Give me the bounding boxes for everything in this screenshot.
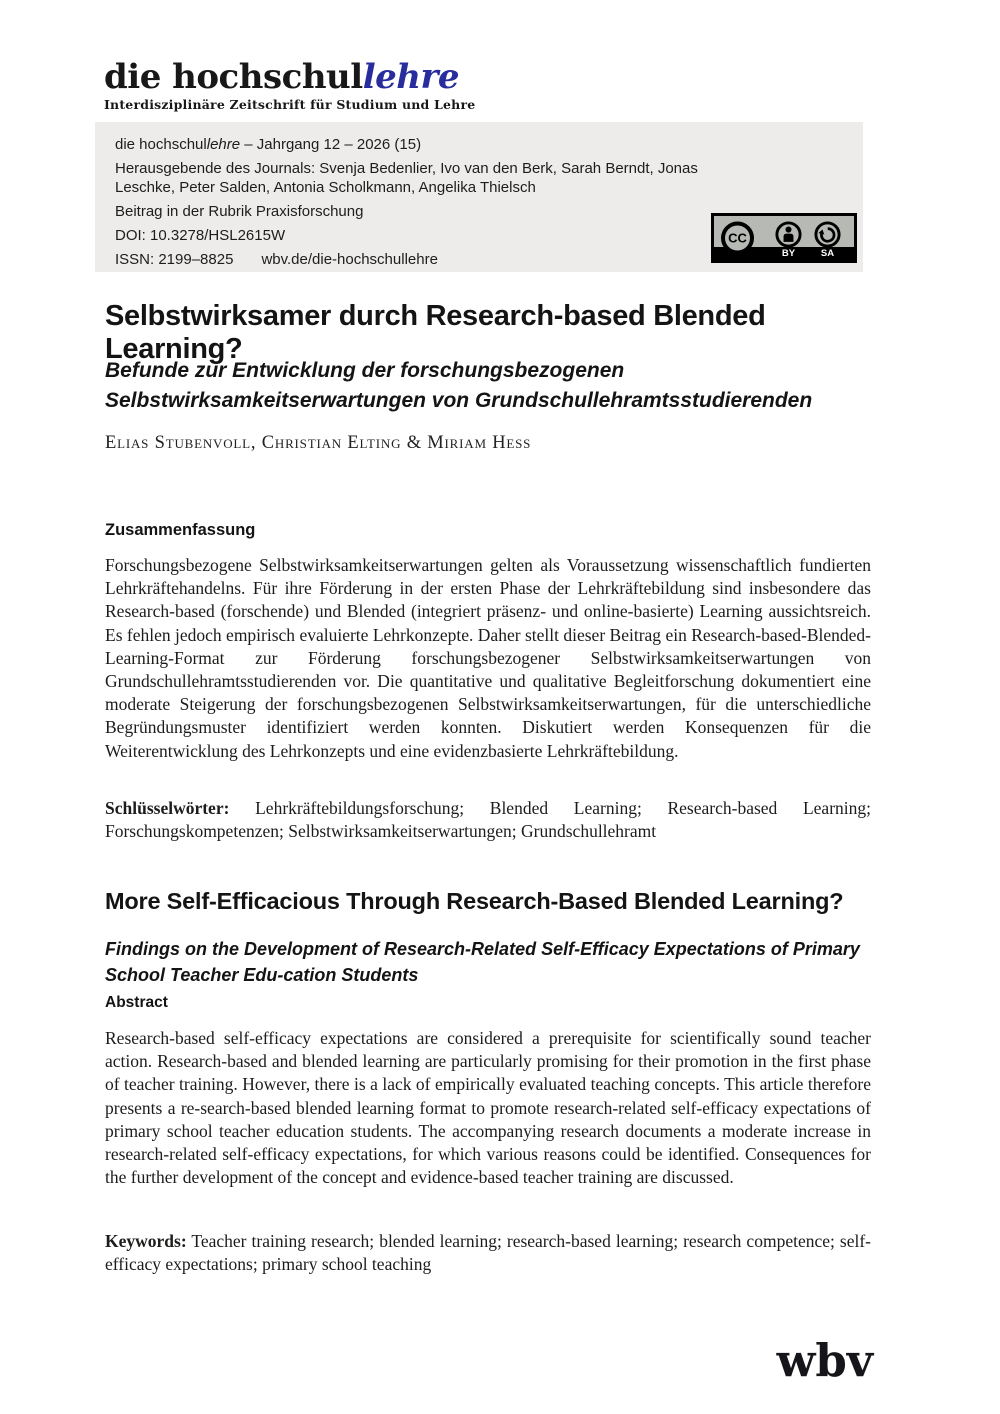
abstract-en-text: Research-based self-efficacy expectations are considered a prerequisite for scientifically sound teacher action. Research-based and blended learning are particularly promising for their promotion in the first phase of teacher training. However, there is a lack of empirically evaluated teaching concepts. This article therefore presents a re-search-based blended learning format to promote research-related self-efficacy expectations of primary school teacher education students. The accompanying research documents a moderate increase in research-related self-efficacy expectations, for which various reasons could be identified. Consequences for the further development of the concept and evidence-based teacher training are discussed.: [105, 1028, 871, 1188]
doi-line: DOI: 10.3278/HSL2615W: [115, 227, 286, 244]
keywords-de-list: Lehrkräftebildungsforschung; Blended Learning; Research-based Learning; Forschungskompetenzen; Selbstwirksamkeitserwartungen; Grundschullehramt: [105, 798, 871, 842]
editors-line: Herausgebende des Journals: Svenja Bedenlier, Ivo van den Berk, Sarah Berndt, Jonas Leschke, Peter Salden, Antonia Scholkmann, Angelika Thielsch: [115, 160, 698, 196]
journal-tagline: Interdisziplinäre Zeitschrift für Studium und Lehre: [104, 96, 476, 112]
article-subtitle-en: Findings on the Development of Research-Related Self-Efficacy Expectations of Primary School Teacher Edu-cation Students: [105, 939, 860, 985]
journal-logo: [104, 57, 475, 97]
keywords-en-label: Keywords:: [105, 1231, 187, 1251]
rubric-line: Beitrag in der Rubrik Praxisforschung: [115, 203, 364, 220]
cc-by-person-icon: [775, 221, 802, 248]
journal-issue-line: [115, 135, 693, 154]
cc-by-label: BY: [781, 248, 796, 259]
abstract-de-heading: Zusammenfassung: [105, 521, 256, 539]
cc-sa-label: SA: [820, 248, 835, 259]
keywords-de: [105, 797, 871, 843]
keywords-en-list: Teacher training research; blended learning; research-based learning; research competence; self-efficacy expectations; primary school teaching: [105, 1231, 871, 1275]
issue-journal-name: die hochschul: [115, 136, 207, 153]
journal-website: wbv.de/die-hochschullehre: [261, 251, 438, 268]
keywords-de-label: Schlüsselwörter:: [105, 798, 230, 818]
issn-line: [115, 250, 693, 269]
issue-volume-year: – Jahrgang 12 – 2026 (15): [240, 136, 422, 153]
cc-by-sa-license-badge: [711, 213, 857, 263]
journal-masthead: [104, 57, 476, 112]
publisher-logo-wbv: wbv: [776, 1334, 873, 1387]
issn-value: ISSN: 2199–8825: [115, 251, 234, 268]
logo-text-main: die hochschul: [104, 57, 363, 97]
publication-info-box: [95, 122, 863, 272]
logo-text-accent: lehre: [362, 57, 459, 97]
cc-icon: CC: [721, 222, 754, 255]
article-title-en: More Self-Efficacious Through Research-Based Blended Learning?: [105, 888, 844, 914]
article-title-de: Selbstwirksamer durch Research-based Blended Learning?: [105, 300, 766, 365]
issue-journal-name-italic: lehre: [206, 136, 241, 153]
abstract-en-heading: Abstract: [105, 994, 168, 1011]
cc-sa-arrow-icon: [814, 221, 841, 248]
article-subtitle-de: Befunde zur Entwicklung der forschungsbezogenen Selbstwirksamkeitserwartungen von Grundschullehramtsstudierenden: [105, 359, 813, 412]
abstract-de-text: Forschungsbezogene Selbstwirksamkeitserwartungen gelten als Voraussetzung wissenschaftlich fundierten Lehrkräftehandelns. Für ihre Förderung in der ersten Phase der Lehrkräftebildung sind insbesondere das Research-based (forschende) und Blended (integriert präsenz- und online-basierte) Learning aussichtsreich. Es fehlen jedoch empirisch evaluierte Lehrkonzepte. Daher stellt dieser Beitrag ein Research-based-Blended-Learning-Format zur Förderung forschungsbezogener Selbstwirksamkeitserwartungen von Grundschullehramtsstudierenden vor. Die quantitative und qualitative Begleitforschung dokumentiert eine moderate Steigerung der forschungsbezogenen Selbstwirksamkeitserwartungen, für die unterschiedliche Begründungsmuster identifiziert werden konnten. Diskutiert werden Konsequenzen für die Weiterentwicklung des Lehrkonzepts und eine evidenzbasierte Lehrkräftebildung.: [105, 555, 871, 761]
authors-line: Elias Stubenvoll, Christian Elting & Miriam Hess: [105, 433, 532, 453]
keywords-en: [105, 1230, 871, 1276]
